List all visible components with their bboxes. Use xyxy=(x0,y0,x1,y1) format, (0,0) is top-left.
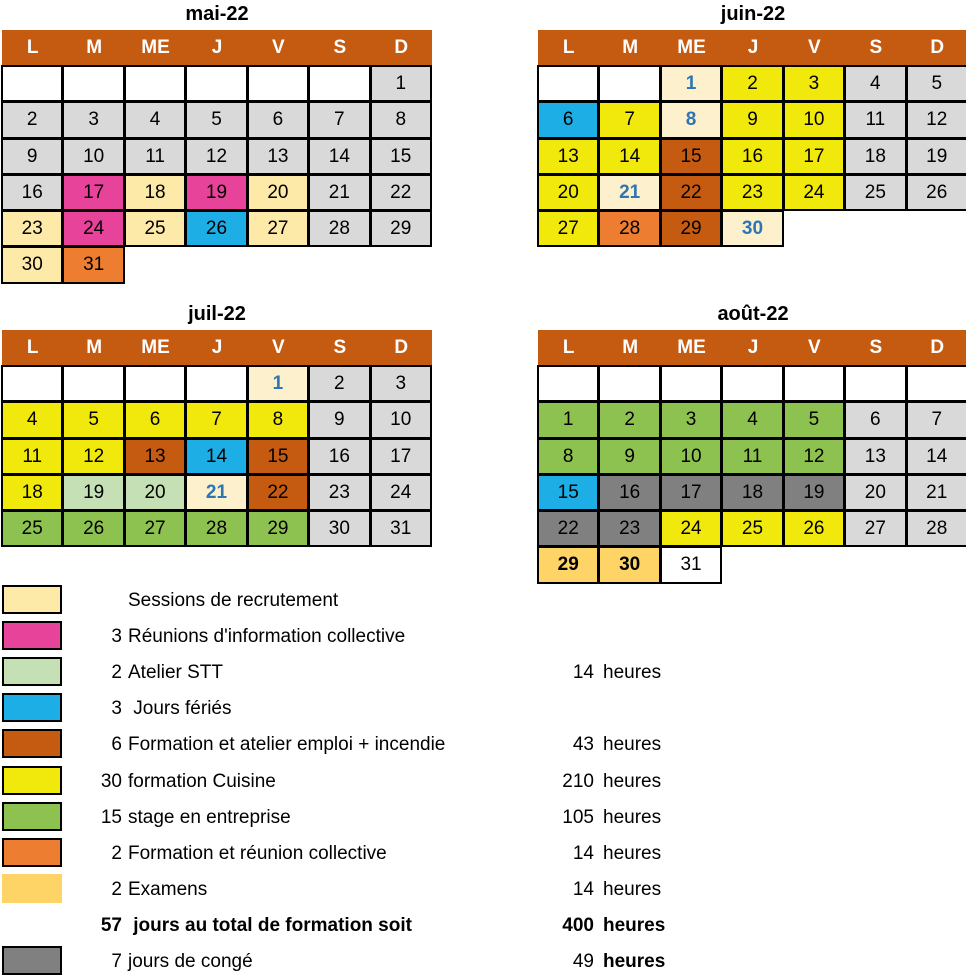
day-cell: 2 xyxy=(598,401,660,438)
day-cell: 28 xyxy=(308,210,370,247)
legend-unit: heures xyxy=(603,770,662,792)
day-cell: 9 xyxy=(1,138,63,175)
day-cell: 20 xyxy=(247,174,309,211)
legend-hours: 14 xyxy=(572,842,594,864)
day-cell: 25 xyxy=(721,510,783,547)
day-cell: 3 xyxy=(370,365,432,402)
day-cell: 12 xyxy=(185,138,247,175)
day-cell: 18 xyxy=(844,138,906,175)
day-cell: 6 xyxy=(124,401,186,438)
weekday-label: D xyxy=(394,337,409,358)
legend-count: 57 xyxy=(100,914,122,936)
legend-row xyxy=(0,872,700,908)
day-cell: 14 xyxy=(598,138,660,175)
day-cell: 4 xyxy=(721,401,783,438)
empty-slot xyxy=(370,246,432,283)
legend-row xyxy=(0,583,700,619)
legend-row xyxy=(0,944,700,980)
legend-hours: 43 xyxy=(572,734,594,756)
empty-slot xyxy=(124,246,186,283)
day-cell: 21 xyxy=(906,474,966,511)
legend-row xyxy=(0,800,700,836)
weekday-label: M xyxy=(86,337,103,358)
day-cell: 19 xyxy=(783,474,845,511)
day-cell: 30 xyxy=(1,246,63,283)
legend-label: Atelier STT xyxy=(128,662,224,684)
day-cell xyxy=(124,65,186,102)
legend-count: 15 xyxy=(100,806,122,828)
empty-slot xyxy=(185,246,247,283)
day-cell xyxy=(124,365,186,402)
day-cell: 14 xyxy=(185,438,247,475)
day-cell: 18 xyxy=(124,174,186,211)
day-cell: 10 xyxy=(62,138,124,175)
day-cell: 8 xyxy=(247,401,309,438)
day-cell: 3 xyxy=(783,65,845,102)
day-cell: 30 xyxy=(721,210,783,247)
day-cell: 27 xyxy=(247,210,309,247)
day-cell: 29 xyxy=(537,546,599,583)
legend-count: 7 xyxy=(111,951,122,972)
day-cell: 2 xyxy=(721,65,783,102)
day-cell: 8 xyxy=(537,438,599,475)
legend-hours: 14 xyxy=(572,662,594,684)
day-cell: 11 xyxy=(721,438,783,475)
day-cell: 27 xyxy=(844,510,906,547)
weekday-label: D xyxy=(930,37,945,58)
weekday-label: S xyxy=(869,337,883,358)
day-cell: 26 xyxy=(185,210,247,247)
legend-swatch xyxy=(2,946,62,975)
day-cell: 30 xyxy=(308,510,370,547)
legend-hours: 105 xyxy=(562,806,594,828)
day-cell: 15 xyxy=(537,474,599,511)
day-cell xyxy=(906,365,966,402)
day-cell: 29 xyxy=(247,510,309,547)
day-cell: 13 xyxy=(247,138,309,175)
day-cell: 21 xyxy=(185,474,247,511)
legend-label: jours au total de formation soit xyxy=(128,914,412,936)
empty-slot xyxy=(844,210,906,247)
day-cell: 19 xyxy=(906,138,966,175)
weekday-header xyxy=(2,30,432,66)
legend-unit: heures xyxy=(603,806,662,828)
day-cell: 3 xyxy=(660,401,722,438)
day-cell: 16 xyxy=(721,138,783,175)
day-cell: 15 xyxy=(660,138,722,175)
legend-row xyxy=(0,655,700,691)
weekday-label: M xyxy=(86,37,103,58)
day-cell: 24 xyxy=(62,210,124,247)
day-cell: 10 xyxy=(783,101,845,138)
legend-row xyxy=(0,727,700,763)
weekday-label: V xyxy=(272,37,285,58)
day-cell: 21 xyxy=(598,174,660,211)
day-grid xyxy=(2,366,432,547)
day-cell: 23 xyxy=(721,174,783,211)
day-cell: 11 xyxy=(124,138,186,175)
day-cell: 24 xyxy=(660,510,722,547)
legend-label: Examens xyxy=(128,878,208,900)
day-cell xyxy=(185,65,247,102)
day-cell: 27 xyxy=(124,510,186,547)
day-cell: 26 xyxy=(906,174,966,211)
day-cell: 5 xyxy=(185,101,247,138)
day-cell: 12 xyxy=(906,101,966,138)
day-cell: 17 xyxy=(62,174,124,211)
legend-swatch xyxy=(2,585,62,614)
day-cell xyxy=(844,365,906,402)
day-cell: 28 xyxy=(598,210,660,247)
legend-count: 2 xyxy=(111,878,122,900)
empty-slot xyxy=(906,546,966,583)
day-cell: 5 xyxy=(62,401,124,438)
legend-unit: heures xyxy=(603,662,662,684)
legend-unit: heures xyxy=(603,914,666,936)
day-cell: 31 xyxy=(370,510,432,547)
weekday-label: J xyxy=(211,37,223,58)
day-cell: 23 xyxy=(308,474,370,511)
day-cell: 7 xyxy=(906,401,966,438)
weekday-header xyxy=(2,330,432,366)
weekday-label: S xyxy=(869,37,883,58)
day-cell xyxy=(62,65,124,102)
legend-unit: heures xyxy=(603,878,662,900)
weekday-label: M xyxy=(622,37,639,58)
weekday-label: J xyxy=(211,337,223,358)
day-cell: 7 xyxy=(308,101,370,138)
legend-count: 3 xyxy=(111,626,122,648)
weekday-label: V xyxy=(272,337,285,358)
day-cell xyxy=(1,365,63,402)
day-cell xyxy=(598,65,660,102)
weekday-header xyxy=(538,30,966,66)
day-cell: 13 xyxy=(844,438,906,475)
day-cell: 6 xyxy=(537,101,599,138)
legend-count: 30 xyxy=(100,770,122,792)
weekday-label: M xyxy=(622,337,639,358)
day-cell: 7 xyxy=(185,401,247,438)
day-cell: 1 xyxy=(537,401,599,438)
calendar-title: août-22 xyxy=(717,303,789,325)
calendar-title: mai-22 xyxy=(185,3,249,25)
day-cell: 4 xyxy=(844,65,906,102)
day-cell xyxy=(247,65,309,102)
weekday-label: S xyxy=(333,337,347,358)
day-cell: 18 xyxy=(721,474,783,511)
empty-slot xyxy=(247,246,309,283)
legend-swatch xyxy=(2,838,62,867)
day-cell: 28 xyxy=(185,510,247,547)
calendar-title: juil-22 xyxy=(188,303,246,325)
weekday-label: V xyxy=(808,37,821,58)
day-cell xyxy=(308,65,370,102)
legend-row xyxy=(0,619,700,655)
day-cell: 16 xyxy=(598,474,660,511)
day-cell: 21 xyxy=(308,174,370,211)
legend-row xyxy=(0,691,700,727)
legend-label: Sessions de recrutement xyxy=(128,590,339,611)
weekday-label: ME xyxy=(677,37,706,58)
legend-unit: heures xyxy=(603,951,666,972)
day-cell: 10 xyxy=(370,401,432,438)
weekday-label: D xyxy=(394,37,409,58)
weekday-label: J xyxy=(747,37,759,58)
day-cell: 24 xyxy=(370,474,432,511)
day-cell: 23 xyxy=(598,510,660,547)
legend-swatch xyxy=(2,802,62,831)
day-cell xyxy=(783,365,845,402)
empty-slot xyxy=(783,546,845,583)
day-cell: 5 xyxy=(783,401,845,438)
legend-swatch xyxy=(2,621,62,650)
day-cell: 11 xyxy=(1,438,63,475)
weekday-label: L xyxy=(26,37,39,58)
day-cell: 19 xyxy=(185,174,247,211)
legend-swatch xyxy=(2,693,62,722)
calendar-title: juin-22 xyxy=(720,3,786,25)
day-cell xyxy=(62,365,124,402)
day-cell: 2 xyxy=(308,365,370,402)
day-cell: 9 xyxy=(721,101,783,138)
day-cell: 4 xyxy=(124,101,186,138)
legend-row xyxy=(0,764,700,800)
day-cell: 30 xyxy=(598,546,660,583)
weekday-label: L xyxy=(562,337,575,358)
weekday-label: L xyxy=(562,37,575,58)
empty-slot xyxy=(844,546,906,583)
legend-label: Jours fériés xyxy=(128,698,232,720)
day-cell: 31 xyxy=(62,246,124,283)
day-cell: 17 xyxy=(370,438,432,475)
day-grid xyxy=(2,66,432,284)
day-cell: 15 xyxy=(370,138,432,175)
weekday-label: ME xyxy=(677,337,706,358)
empty-slot xyxy=(783,210,845,247)
day-cell xyxy=(721,365,783,402)
weekday-label: D xyxy=(930,337,945,358)
legend-unit: heures xyxy=(603,734,662,756)
weekday-label: L xyxy=(26,337,39,358)
empty-slot xyxy=(906,210,966,247)
day-cell: 9 xyxy=(308,401,370,438)
day-cell: 15 xyxy=(247,438,309,475)
day-cell: 12 xyxy=(783,438,845,475)
day-cell: 1 xyxy=(247,365,309,402)
day-cell: 22 xyxy=(370,174,432,211)
weekday-label: V xyxy=(808,337,821,358)
day-cell: 17 xyxy=(660,474,722,511)
legend-unit: heures xyxy=(603,842,662,864)
day-cell: 14 xyxy=(308,138,370,175)
day-cell: 28 xyxy=(906,510,966,547)
day-cell: 4 xyxy=(1,401,63,438)
day-cell: 11 xyxy=(844,101,906,138)
day-cell: 25 xyxy=(124,210,186,247)
legend-label: Réunions d'information collective xyxy=(128,626,406,648)
day-grid xyxy=(538,366,966,584)
day-cell: 10 xyxy=(660,438,722,475)
legend-hours: 210 xyxy=(562,770,594,792)
day-cell xyxy=(185,365,247,402)
legend-swatch xyxy=(2,729,62,758)
day-cell: 13 xyxy=(124,438,186,475)
day-cell: 26 xyxy=(62,510,124,547)
day-cell: 7 xyxy=(598,101,660,138)
day-cell: 3 xyxy=(62,101,124,138)
legend-hours: 49 xyxy=(572,951,594,972)
day-cell: 27 xyxy=(537,210,599,247)
day-cell: 25 xyxy=(1,510,63,547)
day-cell: 16 xyxy=(1,174,63,211)
day-cell: 20 xyxy=(537,174,599,211)
day-cell: 29 xyxy=(370,210,432,247)
legend-count: 3 xyxy=(111,698,122,720)
legend-count: 6 xyxy=(111,734,122,756)
day-cell: 2 xyxy=(1,101,63,138)
day-cell: 20 xyxy=(124,474,186,511)
day-cell xyxy=(537,65,599,102)
day-cell: 25 xyxy=(844,174,906,211)
day-cell: 18 xyxy=(1,474,63,511)
legend-count: 2 xyxy=(111,842,122,864)
day-grid xyxy=(538,66,966,247)
day-cell: 26 xyxy=(783,510,845,547)
legend-label: Formation et atelier emploi + incendie xyxy=(128,734,446,756)
day-cell xyxy=(537,365,599,402)
day-cell: 6 xyxy=(844,401,906,438)
day-cell: 13 xyxy=(537,138,599,175)
day-cell xyxy=(598,365,660,402)
legend-row xyxy=(0,836,700,872)
day-cell: 29 xyxy=(660,210,722,247)
weekday-label: ME xyxy=(141,337,170,358)
day-cell: 8 xyxy=(660,101,722,138)
day-cell: 9 xyxy=(598,438,660,475)
legend-swatch xyxy=(2,657,62,686)
legend-label: jours de congé xyxy=(128,951,253,972)
day-cell: 22 xyxy=(537,510,599,547)
legend-hours: 14 xyxy=(572,878,594,900)
day-cell: 12 xyxy=(62,438,124,475)
day-cell: 16 xyxy=(308,438,370,475)
day-cell xyxy=(660,365,722,402)
day-cell: 8 xyxy=(370,101,432,138)
legend-row xyxy=(0,908,700,944)
legend-label: formation Cuisine xyxy=(128,770,276,792)
legend-count: 2 xyxy=(111,662,122,684)
legend-swatch xyxy=(2,874,62,903)
day-cell: 20 xyxy=(844,474,906,511)
legend-label: stage en entreprise xyxy=(128,806,291,828)
empty-slot xyxy=(721,546,783,583)
weekday-label: ME xyxy=(141,37,170,58)
day-cell: 24 xyxy=(783,174,845,211)
legend-label: Formation et réunion collective xyxy=(128,842,387,864)
day-cell: 23 xyxy=(1,210,63,247)
legend-hours: 400 xyxy=(562,914,594,936)
day-cell xyxy=(1,65,63,102)
day-cell: 31 xyxy=(660,546,722,583)
day-cell: 5 xyxy=(906,65,966,102)
day-cell: 1 xyxy=(370,65,432,102)
weekday-header xyxy=(538,330,966,366)
day-cell: 1 xyxy=(660,65,722,102)
day-cell: 19 xyxy=(62,474,124,511)
empty-slot xyxy=(308,246,370,283)
legend-swatch xyxy=(2,766,62,795)
day-cell: 17 xyxy=(783,138,845,175)
day-cell: 22 xyxy=(247,474,309,511)
weekday-label: J xyxy=(747,337,759,358)
weekday-label: S xyxy=(333,37,347,58)
day-cell: 14 xyxy=(906,438,966,475)
day-cell: 6 xyxy=(247,101,309,138)
day-cell: 22 xyxy=(660,174,722,211)
